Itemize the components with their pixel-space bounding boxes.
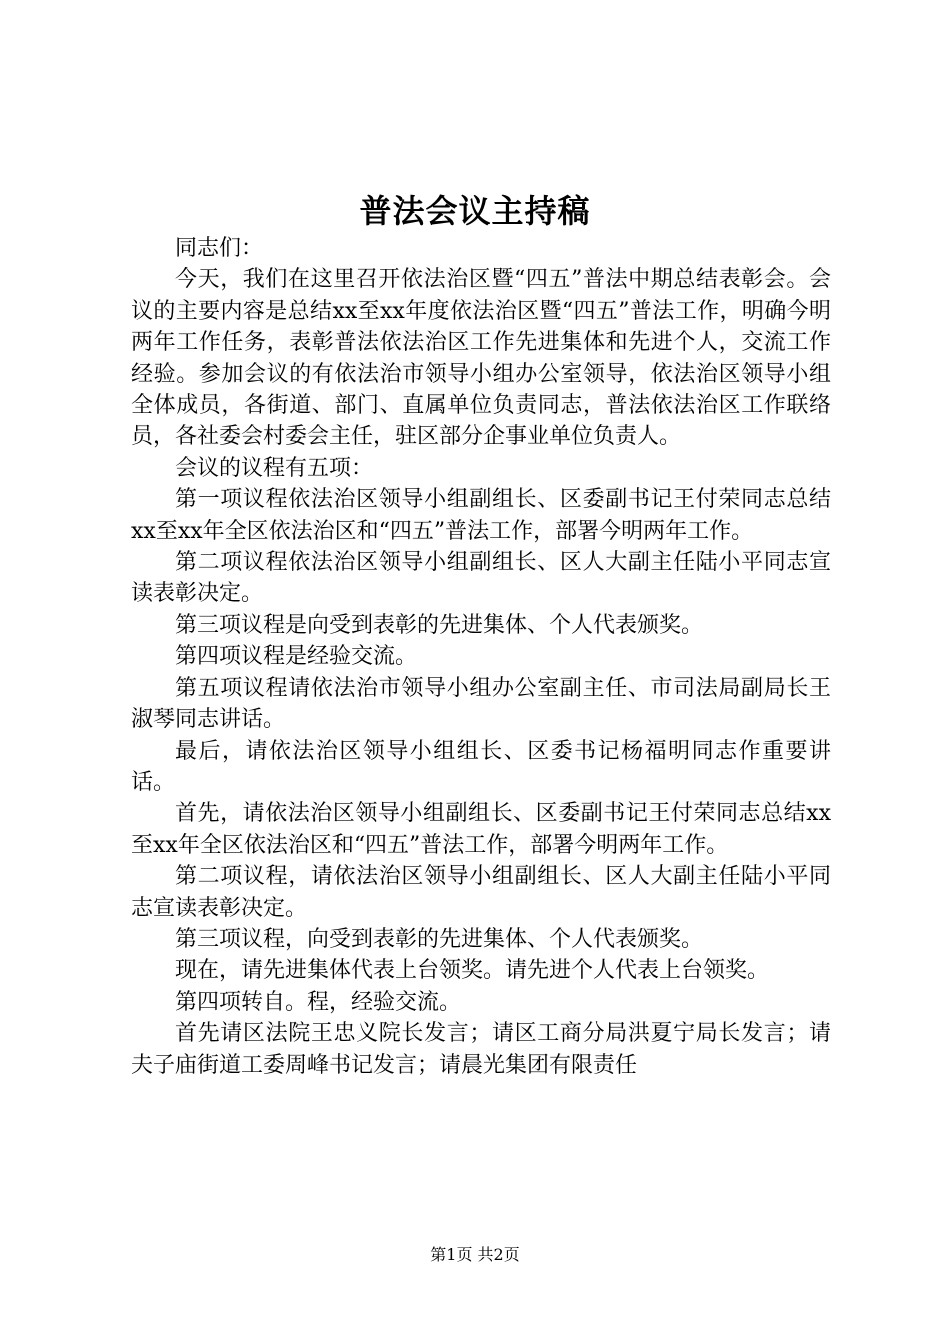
body-paragraph: 第一项议程依法治区领导小组副组长、区委副书记王付荣同志总结xx至xx年全区依法治区和“四五”普法工作，部署今明两年工作。 [131, 487, 831, 544]
document-body [131, 233, 831, 1081]
body-paragraph: 最后，请依法治区领导小组组长、区委书记杨福明同志作重要讲话。 [131, 738, 831, 795]
body-paragraph: 首先，请依法治区领导小组副组长、区委副书记王付荣同志总结xx至xx年全区依法治区和“四五”普法工作，部署今明两年工作。 [131, 801, 831, 858]
body-paragraph: 第五项议程请依法治市领导小组办公室副主任、市司法局副局长王淑琴同志讲话。 [131, 675, 831, 733]
page-footer: 第1页 共2页 [430, 1245, 520, 1264]
body-paragraph: 第二项议程依法治区领导小组副组长、区人大副主任陆小平同志宣读表彰决定。 [131, 550, 831, 607]
body-paragraph: 今天，我们在这里召开依法治区暨“四五”普法中期总结表彰会。会议的主要内容是总结xx至xx年度依法治区暨“四五”普法工作，明确今明两年工作任务，表彰普法依法治区工作先进集体和先进个人，交流工作经验。参加会议的有依法治市领导小组办公室领导，依法治区领导小组全体成员，各街道、部门、直属单位负责同志，普法依法治区工作联络员，各社委会村委会主任，驻区部分企事业单位负责人。 [131, 267, 831, 450]
body-paragraph: 第三项议程，向受到表彰的先进集体、个人代表颁奖。 [175, 926, 704, 952]
body-paragraph: 第二项议程，请依法治区领导小组副组长、区人大副主任陆小平同志宣读表彰决定。 [131, 864, 831, 921]
body-paragraph: 第四项转自。程，经验交流。 [175, 989, 462, 1015]
body-paragraph: 现在，请先进集体代表上台领奖。请先进个人代表上台领奖。 [175, 958, 770, 984]
body-paragraph: 首先请区法院王忠义院长发言；请区工商分局洪夏宁局长发言；请夫子庙街道工委周峰书记发言；请晨光集团有限责任 [131, 1021, 831, 1078]
document-title: 普法会议主持稿 [359, 192, 591, 230]
body-paragraph: 第三项议程是向受到表彰的先进集体、个人代表颁奖。 [175, 612, 704, 638]
salutation: 同志们： [175, 236, 264, 261]
body-paragraph: 第四项议程是经验交流。 [175, 644, 418, 670]
body-paragraph: 会议的议程有五项： [175, 455, 374, 481]
